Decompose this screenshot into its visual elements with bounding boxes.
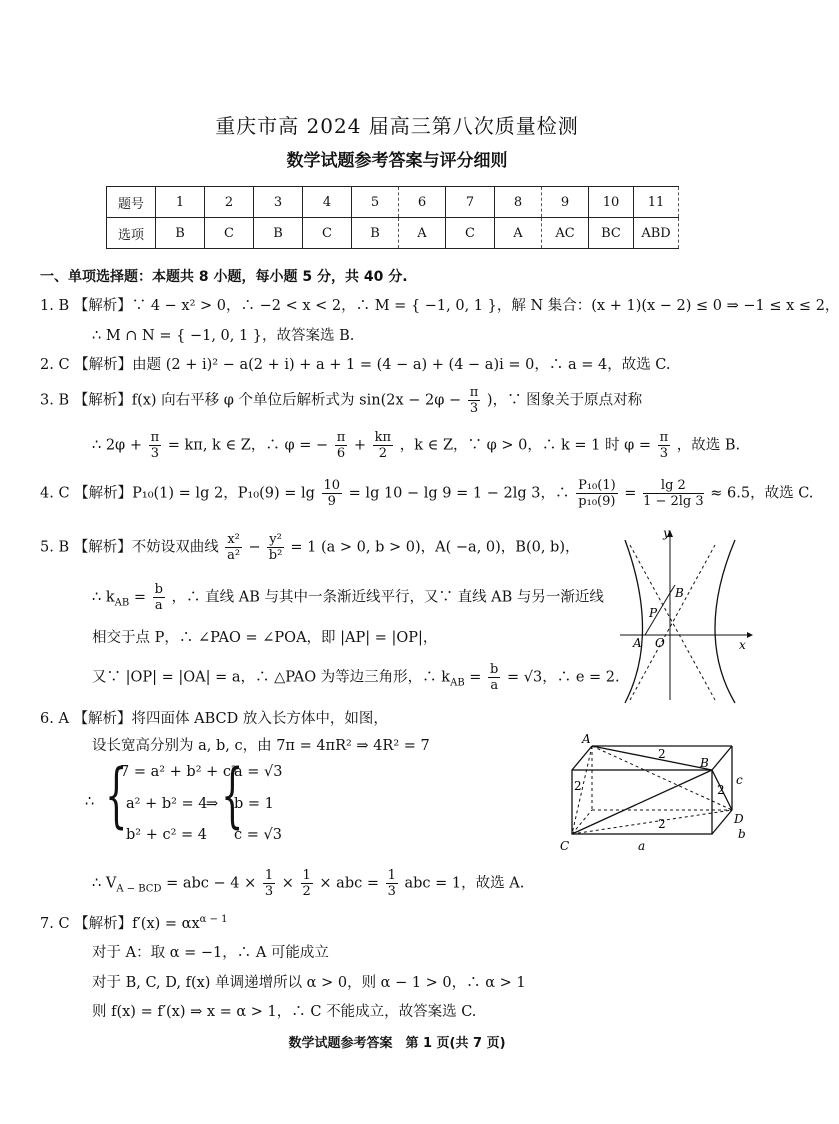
label-length: 2 [717,783,725,797]
q5-line-1: 5. B 【解析】不妨设双曲线 $\frac{\text{x²}}{\text{a²}}$ − $\frac{\text{y²}}{\text{b²}}$ = 1 (a > 0, b > 0)，A( −a, 0)，B(0, b)， [40,532,580,563]
table-cell: B [254,218,303,249]
label-length: 2 [658,817,666,831]
label-b: B [675,586,684,600]
fraction: $\frac{10}{9}$ [323,478,341,509]
label-d: D [734,812,744,826]
table-cell: B [352,218,399,249]
page-footer: 数学试题参考答案 第 1 页(共 7 页) [288,1036,506,1051]
label-c: C [560,839,570,853]
left-brace-2: { [221,754,244,836]
fraction: $\frac{1}{2}$ [302,868,311,899]
cuboid-figure [560,730,760,855]
label-b: B [700,756,709,770]
q3-text: )，∵ 图象关于原点对称 [486,392,643,409]
fraction: $\frac{\pi}{3}$ [150,430,160,461]
q1-line-1: 1. B 【解析】∵ 4 − x² > 0，∴ −2 < x < 2，∴ M = { −1, 0, 1 }，解 N 集合：(x + 1)(x − 2) ≤ 0 ⇒ −1 ≤ x ≤ 2， [40,298,839,314]
q5-line-3: 相交于点 P，∴ ∠PAO = ∠POA，即 |AP| = |OP|， [92,630,438,646]
table-cell: 10 [589,187,634,218]
q7-line-3: 对于 B, C, D, f(x) 单调递增所以 α > 0，则 α − 1 > 0，∴ α > 1 [92,975,526,991]
hidden-edge [572,810,592,834]
q3-text: 3. B 【解析】f(x) 向右平移 φ 个单位后解析式为 sin(2x − 2φ − [40,392,462,409]
q7-line-4: 则 f(x) = f′(x) ⇒ x = α > 1，∴ C 不能成立，故答案选 C. [92,1004,477,1020]
table-cell: 11 [634,187,679,218]
hyperbola-right-branch [715,540,735,703]
label-a: A [633,636,642,650]
equation: a = √3 [234,764,283,780]
table-cell: C [205,218,254,249]
q7-line-2: 对于 A：取 α = −1，∴ A 可能成立 [92,945,329,961]
q5-line-2: ∴ $k_{AB}$ = $\frac{b}{a}$ ，∴ 直线 AB 与其中一条渐近线平行，又∵ 直线 AB 与另一渐近线 [92,582,604,613]
table-cell: C [303,218,352,249]
hyperbola-figure [615,525,755,705]
fraction: $\frac{\pi}{6}$ [336,430,346,461]
edge-cd [572,810,732,834]
q4-line-1: 4. C 【解析】P₁₀(1) = lg 2，P₁₀(9) = lg $\frac{10}{9}$ = lg 10 − lg 9 = 1 − 2lg 3，∴ $\frac{\text{P₁₀(1)}}{\text{p₁₀(9)}}$ = $\frac{\lg 2}{1 - 2\lg 3}$ ≈ 6.5，故选 C. [40,478,814,509]
label-a: A [582,732,591,746]
equation: b = 1 [234,796,274,812]
equation: a² + b² = 4 [126,796,208,812]
q6-line-1: 6. A 【解析】将四面体 ABCD 放入长方体中，如图， [40,711,388,727]
label-y: y [663,526,670,540]
table-cell: A [495,218,542,249]
answer-table-row-numbers [107,187,679,218]
table-cell: 4 [303,187,352,218]
table-cell: 9 [542,187,589,218]
section-heading: 一、单项选择题：本题共 8 小题，每小题 5 分，共 40 分. [40,269,408,285]
edge [712,810,732,834]
equation: 7 = a² + b² + c² [120,764,237,780]
q1-line-2: ∴ M ∩ N = { −1, 0, 1 }，故答案选 B. [92,328,355,344]
table-cell: 1 [156,187,205,218]
table-cell: 8 [495,187,542,218]
fraction: $\frac{\text{P₁₀(1)}}{\text{p₁₀(9)}}$ [578,478,616,509]
table-cell: C [446,218,495,249]
table-cell: A [399,218,446,249]
table-cell: 5 [352,187,399,218]
q5-line-4: 又∵ |OP| = |OA| = a，∴ △PAO 为等边三角形，∴ $k_{AB}$ = $\frac{b}{a}$ = √3，∴ e = 2. [92,662,620,693]
implies-symbol: ⇒ [206,796,219,812]
fraction: $\frac{b}{a}$ [154,582,163,613]
document-subtitle: 数学试题参考答案与评分细则 [286,151,508,171]
answer-table [106,186,679,249]
fraction: $\frac{b}{a}$ [490,662,499,693]
edge [712,746,732,770]
table-cell: 6 [399,187,446,218]
q6-line-last: ∴ $V_{A - BCD}$ = abc − 4 × $\frac{1}{3}$ × $\frac{1}{2}$ × abc = $\frac{1}{3}$ abc = 1，故选 A. [92,868,525,899]
q2-line-1: 2. C 【解析】由题 (2 + i)² − a(2 + i) + a + 1 = (4 − a) + (4 − a)i = 0，∴ a = 4，故选 C. [40,357,671,373]
answer-table-row-answers [107,218,679,249]
table-header-answer: 选项 [107,218,156,249]
fraction: $\frac{\text{x²}}{\text{a²}}$ [227,532,241,563]
hyperbola-left-branch [625,540,643,703]
fraction: $\frac{k\pi}{2}$ [374,430,392,461]
fraction: $\frac{\pi}{3}$ [469,385,479,416]
label-x: x [739,638,746,652]
table-cell: BC [589,218,634,249]
left-brace-1: { [105,754,128,836]
table-cell: 3 [254,187,303,218]
q6-line-2: 设长宽高分别为 a, b, c，由 7π = 4πR² ⇒ 4R² = 7 [92,738,430,754]
label-length: 2 [658,747,666,761]
equation: c = √3 [234,827,282,843]
document-title: 重庆市高 2024 届高三第八次质量检测 [215,114,579,138]
fraction: $\frac{1}{3}$ [387,868,396,899]
label-length: 2 [574,779,582,793]
table-cell: 7 [446,187,495,218]
edge-ab [592,746,712,770]
label-side-c: c [736,773,743,787]
label-side-b: b [738,827,746,841]
q3-line-2: ∴ 2φ + $\frac{\pi}{3}$ = kπ, k ∈ Z，∴ φ = − $\frac{\pi}{6}$ + $\frac{k\pi}{2}$ ，k ∈ Z，∵ φ > 0，∴ k = 1 时 φ = $\frac{\pi}{3}$ ，故选 B. [92,430,741,461]
table-cell: ABD [634,218,679,249]
edge-cb [572,770,712,834]
equation: b² + c² = 4 [126,827,207,843]
fraction: $\frac{\lg 2}{1 - 2\lg 3}$ [643,478,704,509]
fraction: $\frac{\pi}{3}$ [659,430,669,461]
table-header-number: 题号 [107,187,156,218]
fraction: $\frac{1}{3}$ [264,868,274,899]
q7-line-1: 7. C 【解析】$f'(x) = \alpha x^{\alpha - 1}$ [40,914,228,932]
q3-line-1 [40,385,642,416]
x-axis-arrow [747,632,753,638]
fraction: $\frac{\text{y²}}{\text{b²}}$ [268,532,283,563]
table-cell: B [156,218,205,249]
table-cell: 2 [205,187,254,218]
label-o: O [655,636,665,650]
table-cell: AC [542,218,589,249]
therefore-symbol: ∴ [85,794,95,810]
label-p: P [649,606,658,620]
label-side-a: a [638,839,646,853]
